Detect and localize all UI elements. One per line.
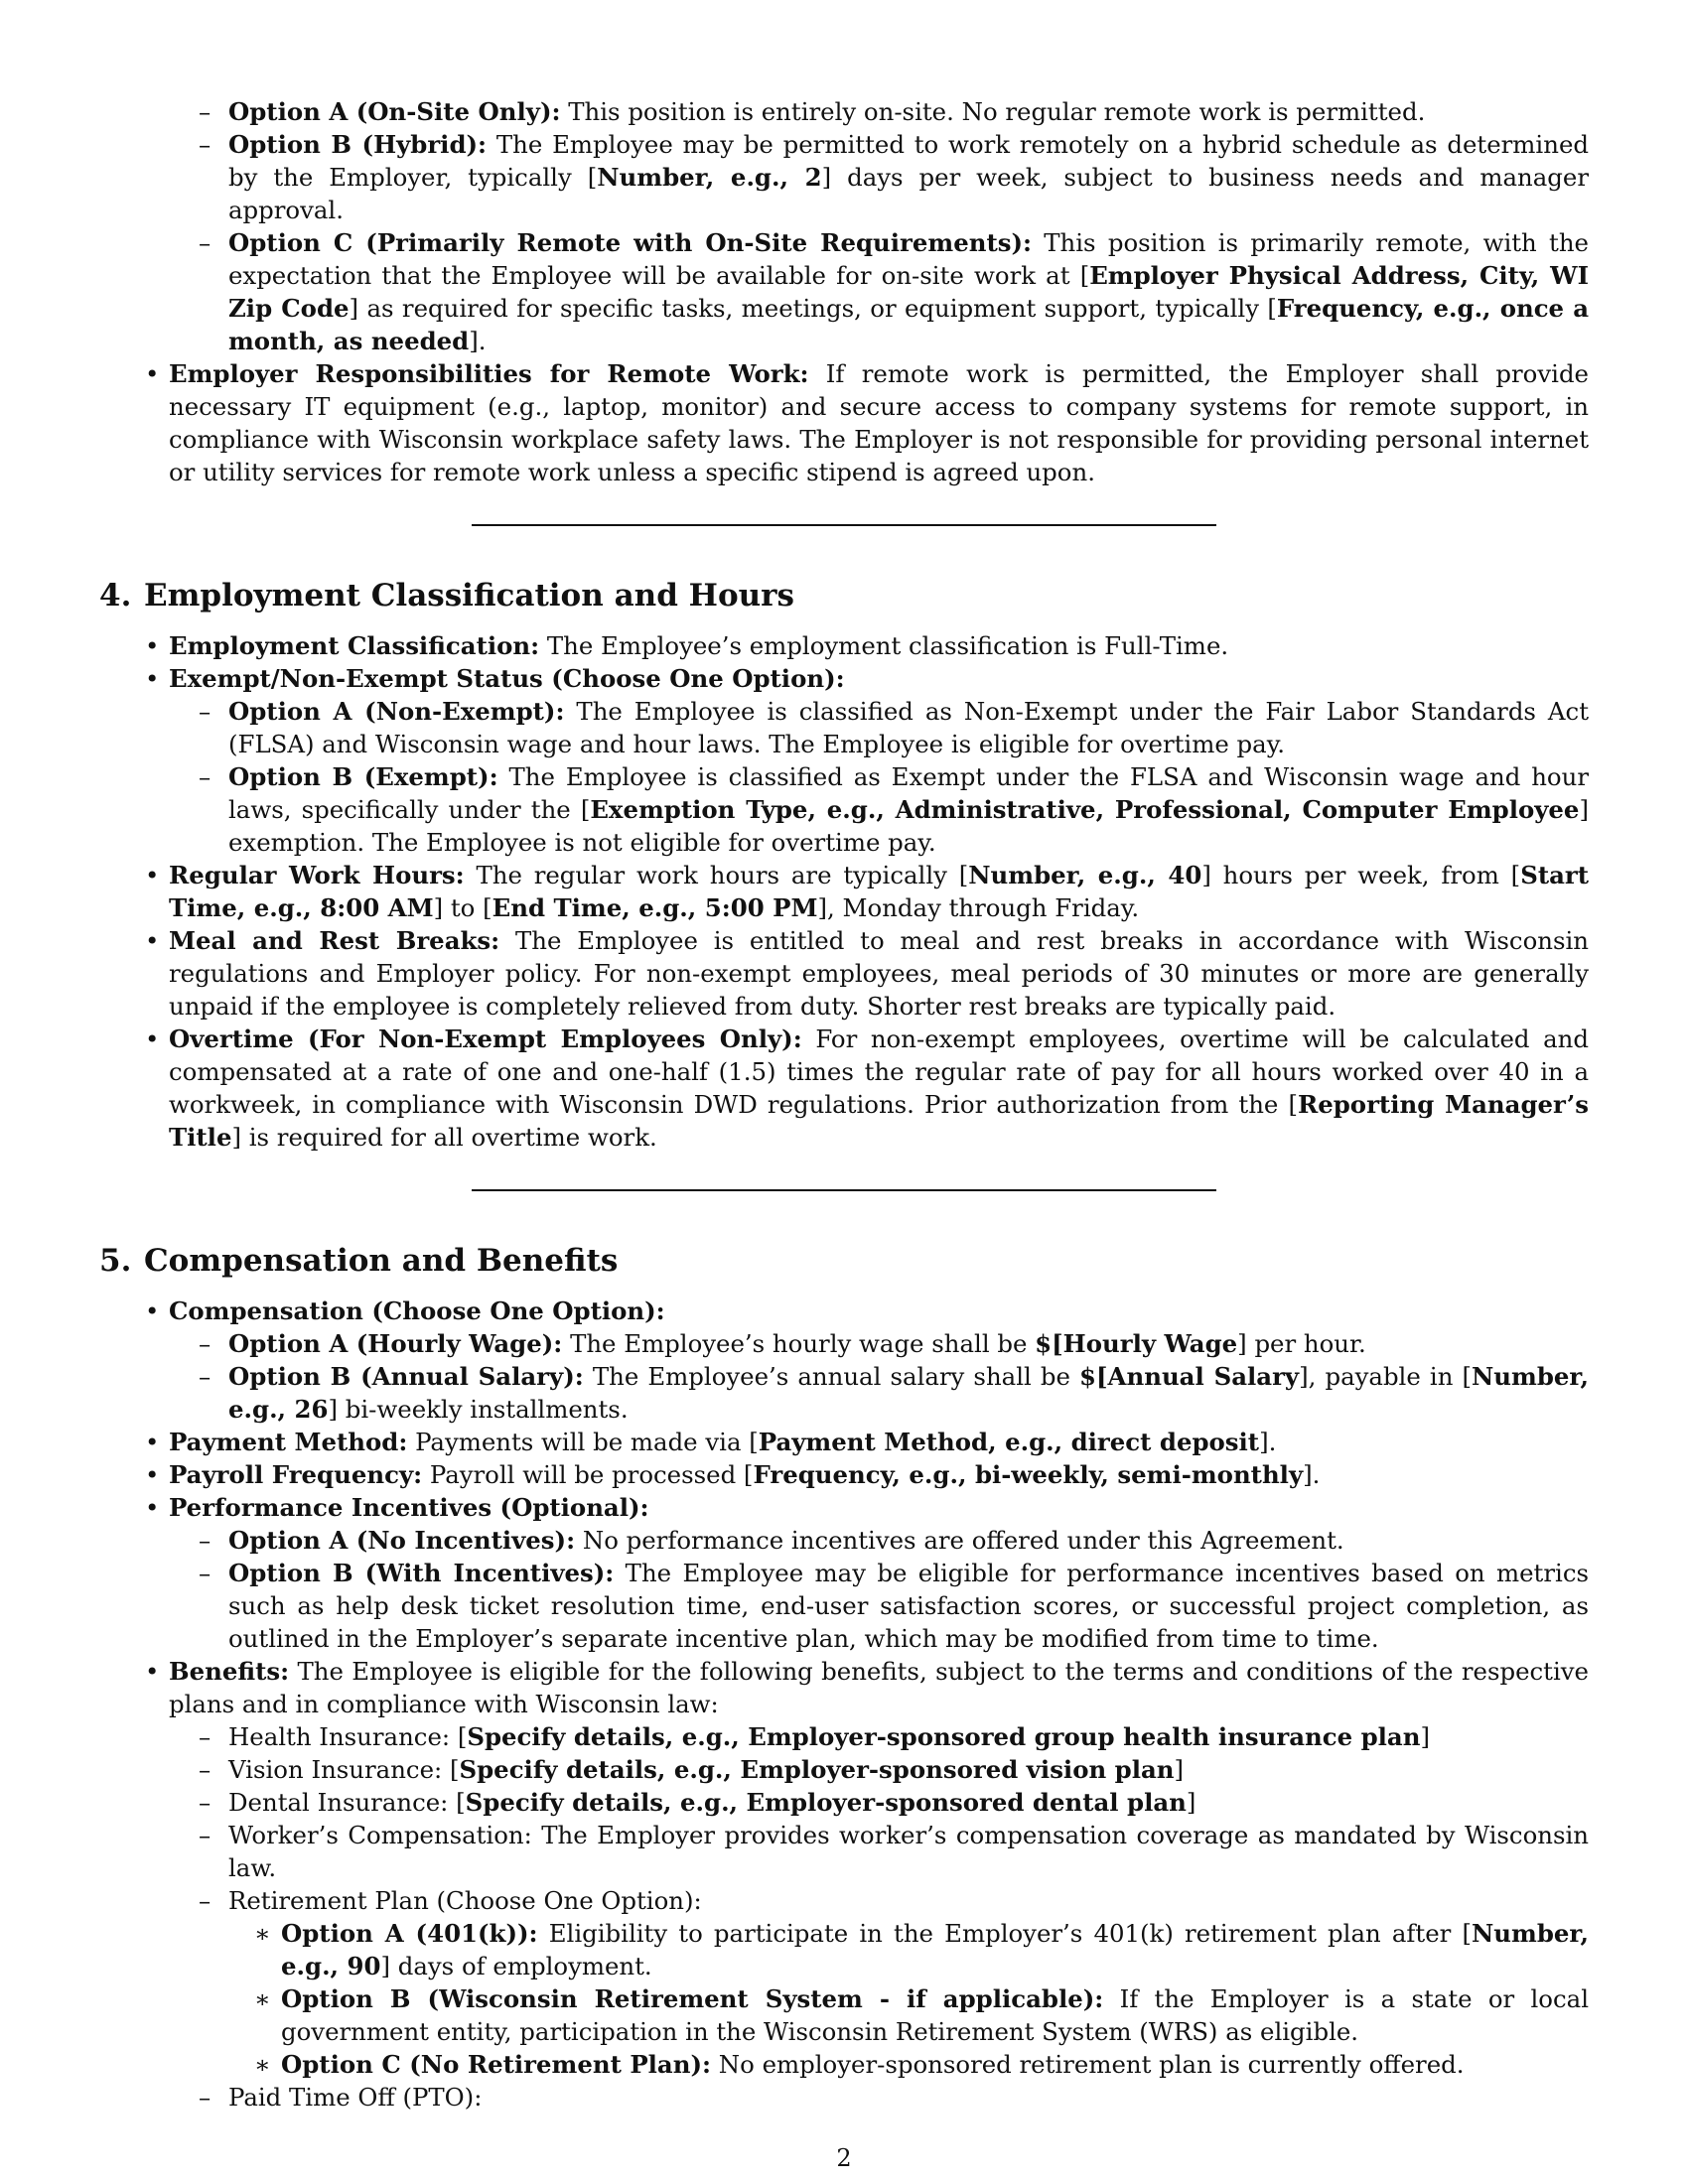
list-item: – Option B (Annual Salary): The Employee’s annual salary shall be $[Annual Salary], payable in [Number, e.g., 26] bi-weekly installments. — [199, 1362, 1589, 1424]
bullet-marker: • — [145, 1428, 160, 1456]
document-page — [99, 95, 1589, 2114]
bullet-marker: • — [145, 1024, 160, 1053]
list-item: • Compensation (Choose One Option): — [145, 1297, 665, 1325]
section-divider — [472, 1189, 1216, 1191]
star-marker: ∗ — [254, 2050, 271, 2079]
list-item: – Option A (No Incentives): No performance incentives are offered under this Agreement. — [199, 1526, 1344, 1555]
bullet-marker: • — [145, 926, 160, 955]
list-item: • Meal and Rest Breaks: The Employee is entitled to meal and rest breaks in accordance with Wisconsin regulations and Employer policy. For non-exempt employees, meal periods of 30 minutes or more are generally unpaid if the employee is completely relieved from duty. Shorter rest breaks are typically paid. — [145, 926, 1589, 1021]
list-item: – Dental Insurance: [Specify details, e.g., Employer-sponsored dental plan] — [199, 1788, 1196, 1817]
list-item: – Worker’s Compensation: The Employer provides worker’s compensation coverage as mandated by Wisconsin law. — [199, 1821, 1589, 1882]
star-marker: ∗ — [254, 1984, 271, 2013]
list-item: • Overtime (For Non-Exempt Employees Only): For non-exempt employees, overtime will be calculated and compensated at a rate of one and one-half (1.5) times the regular rate of pay for all hours worked over 40 in a workweek, in compliance with Wisconsin DWD regulations. Prior authorization from the [Reporting Manager’s Title] is required for all overtime work. — [145, 1024, 1589, 1152]
list-item: ∗ Option B (Wisconsin Retirement System - if applicable): If the Employer is a state or local government entity, participation in the Wisconsin Retirement System (WRS) as eligible. — [254, 1984, 1589, 2046]
dash-marker: – — [199, 1362, 211, 1391]
list-item: • Benefits: The Employee is eligible for the following benefits, subject to the terms and conditions of the respective plans and in compliance with Wisconsin law: — [145, 1657, 1589, 1718]
list-item: • Exempt/Non-Exempt Status (Choose One Option): — [145, 664, 845, 693]
dash-marker: – — [199, 1788, 211, 1817]
dash-marker: – — [199, 762, 211, 791]
bullet-marker: • — [145, 861, 160, 889]
dash-marker: – — [199, 2083, 211, 2112]
list-item: – Vision Insurance: [Specify details, e.g., Employer-sponsored vision plan] — [199, 1755, 1185, 1784]
dash-marker: – — [199, 697, 211, 726]
list-item: • Performance Incentives (Optional): — [145, 1493, 649, 1522]
list-item: – Option A (Hourly Wage): The Employee’s hourly wage shall be $[Hourly Wage] per hour. — [199, 1329, 1366, 1358]
dash-marker: – — [199, 1821, 211, 1849]
list-item: – Option C (Primarily Remote with On-Site Requirements): This position is primarily remote, with the expectation that the Employee will be available for on-site work at [Employer Physical Address, City, WI Zip Code] as required for specific tasks, meetings, or equipment support, typically [Frequency, e.g., once a month, as needed]. — [199, 228, 1590, 355]
dash-marker: – — [199, 1722, 211, 1751]
list-item: – Retirement Plan (Choose One Option): — [199, 1886, 702, 1915]
list-item: ∗ Option C (No Retirement Plan): No employer-sponsored retirement plan is currently offered. — [254, 2050, 1465, 2079]
dash-marker: – — [199, 1559, 211, 1587]
dash-marker: – — [199, 1886, 211, 1915]
dash-marker: – — [199, 228, 211, 257]
list-item: – Option B (Hybrid): The Employee may be permitted to work remotely on a hybrid schedule as determined by the Employer, typically [Number, e.g., 2] days per week, subject to business needs and manager approval. — [199, 130, 1590, 224]
list-item: ∗ Option A (401(k)): Eligibility to participate in the Employer’s 401(k) retirement plan after [Number, e.g., 90] days of employment. — [254, 1919, 1589, 1980]
dash-marker: – — [199, 97, 211, 126]
page-number: 2 — [836, 2144, 852, 2172]
section-heading: 5. Compensation and Benefits — [99, 1243, 619, 1279]
bullet-marker: • — [145, 1657, 160, 1686]
list-item: • Payment Method: Payments will be made via [Payment Method, e.g., direct deposit]. — [145, 1428, 1277, 1456]
list-item: – Option B (With Incentives): The Employee may be eligible for performance incentives based on metrics such as help desk ticket resolution time, end-user satisfaction scores, or successful project completion, as outlined in the Employer’s separate incentive plan, which may be modified from time to time. — [199, 1559, 1590, 1653]
list-item: – Option B (Exempt): The Employee is classified as Exempt under the FLSA and Wisconsin wage and hour laws, specifically under the [Exemption Type, e.g., Administrative, Professional, Computer Employee] exemption. The Employee is not eligible for overtime pay. — [199, 762, 1589, 857]
bullet-marker: • — [145, 359, 160, 388]
dash-marker: – — [199, 1329, 211, 1358]
bullet-marker: • — [145, 1493, 160, 1522]
list-item: • Employer Responsibilities for Remote Work: If remote work is permitted, the Employer shall provide necessary IT equipment (e.g., laptop, monitor) and secure access to company systems for remote support, in compliance with Wisconsin workplace safety laws. The Employer is not responsible for providing personal internet or utility services for remote work unless a specific stipend is agreed upon. — [145, 359, 1589, 486]
section-heading: 4. Employment Classification and Hours — [99, 578, 794, 614]
list-item: – Health Insurance: [Specify details, e.g., Employer-sponsored group health insurance plan] — [199, 1722, 1430, 1751]
bullet-marker: • — [145, 664, 160, 693]
list-item: • Regular Work Hours: The regular work hours are typically [Number, e.g., 40] hours per week, from [Start Time, e.g., 8:00 AM] to [End Time, e.g., 5:00 PM], Monday through Friday. — [145, 861, 1590, 922]
list-item: • Employment Classification: The Employee’s employment classification is Full-Time. — [145, 631, 1229, 660]
bullet-marker: • — [145, 1297, 160, 1325]
star-marker: ∗ — [254, 1919, 271, 1948]
list-item: – Paid Time Off (PTO): — [199, 2083, 483, 2112]
dash-marker: – — [199, 130, 211, 159]
dash-marker: – — [199, 1526, 211, 1555]
bullet-marker: • — [145, 631, 160, 660]
list-item: – Option A (On-Site Only): This position is entirely on-site. No regular remote work is permitted. — [199, 97, 1426, 126]
list-item: • Payroll Frequency: Payroll will be processed [Frequency, e.g., bi-weekly, semi-monthly]. — [145, 1460, 1321, 1489]
dash-marker: – — [199, 1755, 211, 1784]
section-divider — [472, 524, 1216, 526]
bullet-marker: • — [145, 1460, 160, 1489]
list-item: – Option A (Non-Exempt): The Employee is classified as Non-Exempt under the Fair Labor Standards Act (FLSA) and Wisconsin wage and hour laws. The Employee is eligible for overtime pay. — [199, 697, 1589, 758]
